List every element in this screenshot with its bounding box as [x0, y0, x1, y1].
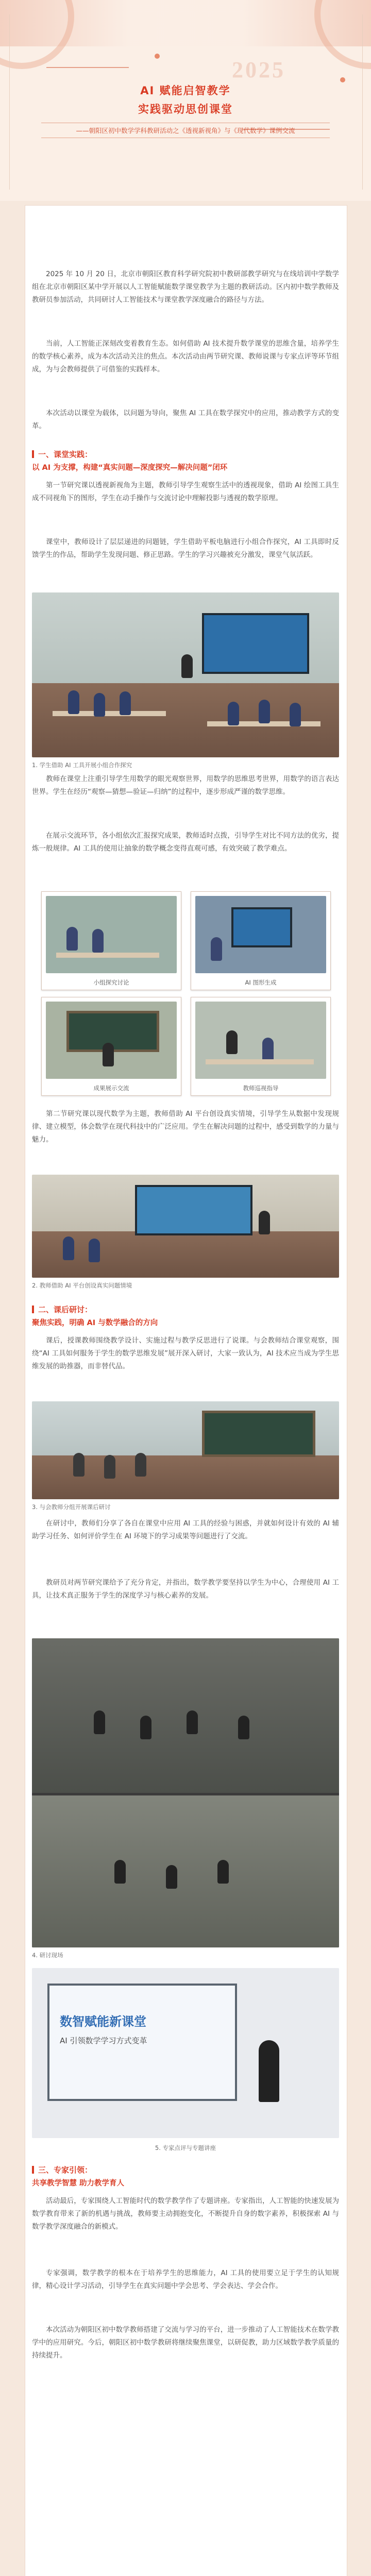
- section-marker: [32, 2166, 34, 2174]
- section-3-subtitle: 共享教学智慧 助力教学育人: [32, 2179, 125, 2188]
- teacher-figure: [73, 1453, 85, 1477]
- slide-title: 数智赋能新课堂: [60, 2014, 146, 2029]
- photo-ai-generation: [195, 896, 326, 973]
- classroom-screen: [202, 613, 309, 674]
- section-1-paragraph: 第一节研究课以透视新视角为主题，教师引导学生观察生活中的透视现象，借助 AI 绘图工具生成不同视角下的图形，学生在动手操作与交流讨论中理解投影与透视的数学原理。: [32, 481, 339, 502]
- blackboard: [202, 1411, 315, 1457]
- photo-group-discussion: [46, 896, 177, 973]
- teacher-figure: [140, 1716, 151, 1739]
- collage-bottom: [32, 1795, 339, 1947]
- tablet-screen: [231, 907, 292, 947]
- photo-caption: 2. 教师借助 AI 平台创设真实问题情境: [32, 1282, 132, 1289]
- photo-caption: 1. 学生借助 AI 工具开展小组合作探究: [32, 761, 132, 769]
- speaker-figure: [259, 2040, 279, 2102]
- teacher-figure: [94, 1710, 105, 1734]
- header-year: 2025: [232, 57, 285, 82]
- photo-teacher-guidance: [195, 1002, 326, 1079]
- student-figure: [92, 929, 104, 953]
- desk: [56, 953, 159, 958]
- section-2-subtitle: 聚焦实践，明确 AI 与数学融合的方向: [32, 1319, 158, 1327]
- photo-card: [41, 891, 181, 990]
- seminar-collage: [32, 1638, 339, 1947]
- teacher-figure: [135, 1453, 146, 1477]
- photo-card: [191, 891, 331, 990]
- presentation-slide: [47, 1984, 237, 2101]
- section-3-title: [32, 2164, 339, 2176]
- photo-card-label: 教师巡视指导: [243, 1084, 279, 1092]
- student-figure: [66, 927, 78, 951]
- photo-presentation: [46, 1002, 177, 1079]
- student-figure: [211, 937, 222, 961]
- section-3-paragraph: 本次活动为朝阳区初中数学教师搭建了交流与学习的平台，进一步推动了人工智能技术在数学教学中的应用研究。今后，朝阳区初中数学教研将继续聚焦课堂，以研促教，助力区域数学教学质量的持续提升。: [32, 2326, 339, 2360]
- student-figure: [290, 703, 301, 726]
- section-2-paragraph: 在研讨中，教师们分享了各自在课堂中应用 AI 工具的经验与困惑，并就如何设计有效的 AI 辅助学习任务、如何评价学生在 AI 环境下的学习成果等问题进行了交流。: [32, 1519, 339, 1540]
- student-figure: [63, 1236, 74, 1260]
- classroom-photo-3: [32, 1401, 339, 1499]
- photo-floor: [32, 1231, 339, 1278]
- teacher-figure: [166, 1865, 177, 1889]
- section-marker: [32, 450, 34, 458]
- section-1-paragraph: 课堂中，教师设计了层层递进的问题链，学生借助平板电脑进行小组合作探究，AI 工具即时反馈学生的作品，帮助学生发现问题、修正思路。学生的学习兴趣被充分激发，课堂气氛活跃。: [32, 538, 339, 559]
- student-figure: [262, 1038, 274, 1061]
- photo-caption: 4. 研讨现场: [32, 1952, 63, 1959]
- photo-card-label: AI 图形生成: [245, 979, 277, 986]
- section-2-heading: 二、课后研讨：: [38, 1305, 93, 1314]
- teacher-figure: [114, 1860, 126, 1884]
- teacher-figure: [226, 1030, 238, 1054]
- student-figure: [68, 690, 79, 714]
- section-2-paragraph: 课后，授课教师围绕教学设计、实施过程与教学反思进行了说课。与会教师结合课堂观察，围绕“AI 工具如何服务于学生的数学思维发展”展开深入研讨，大家一致认为，AI 技术应当成为学生思维发展的助推器，而非替代品。: [32, 1336, 339, 1370]
- collage-top: [32, 1638, 339, 1793]
- section-marker: [32, 1306, 34, 1313]
- section-1-title: [32, 448, 339, 461]
- intro-paragraph: 本次活动以课堂为载体，以问题为导向，聚焦 AI 工具在数学探究中的应用，推动教学方式的变革。: [32, 409, 339, 430]
- section-2-title: [32, 1303, 339, 1316]
- photo-caption: 5. 专家点评与专题讲座: [155, 2144, 216, 2151]
- section-3-heading: 三、专家引领：: [38, 2165, 93, 2175]
- teacher-figure: [238, 1716, 249, 1739]
- student-figure: [120, 691, 131, 715]
- section-2-paragraph: 教研员对两节研究课给予了充分肯定，并指出，数学教学要坚持以学生为中心，合理使用 AI 工具，让技术真正服务于学生的深度学习与核心素养的发展。: [32, 1579, 339, 1600]
- slide-subtitle: AI 引领数学学习方式变革: [60, 2036, 147, 2045]
- teacher-figure: [217, 1860, 229, 1884]
- section-1-subtitle: 以 AI 为支撑，构建“真实问题—深度探究—解决问题”闭环: [32, 464, 228, 472]
- intro-paragraph: 当前，人工智能正深刻改变着教育生态。如何借助 AI 技术提升数学课堂的思维含量，培养学生的数学核心素养，成为本次活动关注的焦点。本次活动由两节研究课、教师说课与专家点评等环节组成，为与会教师提供了可借鉴的实践样本。: [32, 340, 339, 374]
- student-figure: [228, 702, 239, 725]
- section-3-paragraph: 活动最后，专家围绕人工智能时代的数学教学作了专题讲座。专家指出，人工智能的快速发展为数学教育带来了新的机遇与挑战，教师要主动拥抱变化，不断提升自身的数字素养，积极探索 AI 与数学教学深度融合的新模式。: [32, 2197, 339, 2231]
- photo-card-label: 成果展示交流: [93, 1084, 129, 1092]
- student-figure: [259, 700, 270, 723]
- section-3-paragraph: 专家强调，数学教学的根本在于培养学生的思维能力，AI 工具的使用要立足于学生的认知规律，精心设计学习活动，引导学生在真实问题中学会思考、学会表达、学会合作。: [32, 2269, 339, 2290]
- photo-caption: 3. 与会教师分组开展课后研讨: [32, 1503, 111, 1511]
- student-figure: [103, 1043, 114, 1066]
- desk: [206, 1059, 314, 1064]
- intro-paragraph: 2025 年 10 月 20 日，北京市朝阳区教育科学研究院初中教研部教学研究与在线培训中学数学组在北京市朝阳区某中学开展以人工智能赋能数学课堂教学为主题的教研活动。区内初中数学教师及教研员参加活动，共同研讨人工智能技术与课堂教学深度融合的路径与方法。: [32, 270, 339, 304]
- page-title-line2: 实践驱动思创课堂: [138, 103, 233, 115]
- page-title-line1: AI 赋能启智教学: [140, 84, 231, 97]
- teacher-figure: [259, 1211, 270, 1234]
- teacher-figure: [104, 1455, 115, 1479]
- student-figure: [89, 1239, 100, 1262]
- classroom-photo-2: [32, 1175, 339, 1278]
- photo-card: [41, 997, 181, 1096]
- section-1-paragraph: 在展示交流环节，各小组依次汇报探究成果，教师适时点拨，引导学生对比不同方法的优劣，提炼一般规律。AI 工具的使用让抽象的数学概念变得直观可感，有效突破了教学难点。: [32, 832, 339, 853]
- section-1-heading: 一、课堂实践：: [38, 450, 93, 459]
- photo-card-label: 小组探究讨论: [93, 979, 129, 986]
- student-figure: [94, 693, 105, 717]
- photo-card: [191, 997, 331, 1096]
- classroom-screen: [135, 1185, 252, 1235]
- section-1-paragraph: 第二节研究课以现代数学为主题，教师借助 AI 平台创设真实情境，引导学生从数据中发现规律、建立模型，体会数学在现代科技中的广泛应用。学生在解决问题的过程中，感受到数学的力量与魅力。: [32, 1110, 339, 1144]
- section-1-paragraph: 教师在课堂上注重引导学生用数学的眼光观察世界，用数学的思维思考世界，用数学的语言表达世界。学生在经历“观察—猜想—验证—归纳”的过程中，逐步形成严谨的数学思维。: [32, 775, 339, 796]
- header-banner: [0, 0, 371, 201]
- teacher-figure: [181, 654, 193, 678]
- page-subtitle: ——朝阳区初中数学学科教研活动之《透视新视角》与《现代数学》课例交流: [41, 123, 330, 138]
- teacher-figure: [187, 1710, 198, 1734]
- classroom-photo-1: [32, 592, 339, 757]
- lecture-photo: [32, 1968, 339, 2138]
